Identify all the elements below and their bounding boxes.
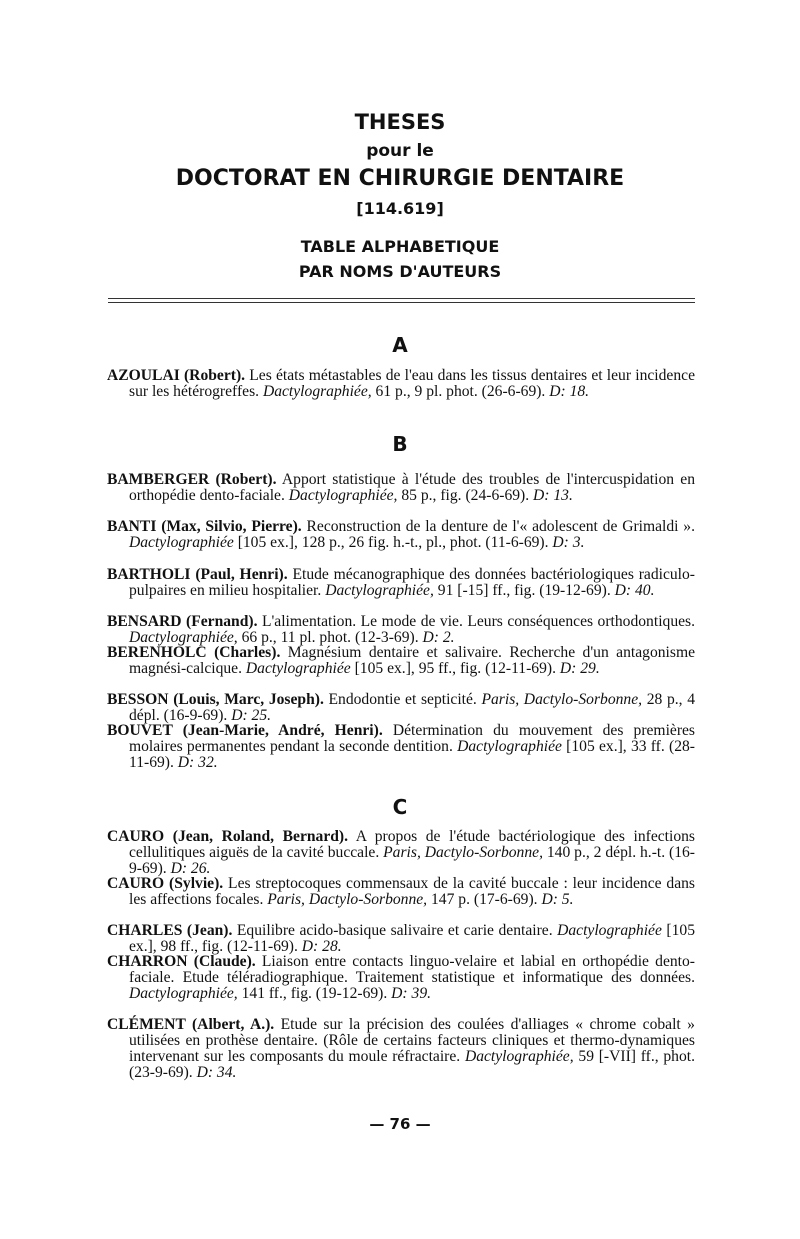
heading-doctorat: DOCTORAT EN CHIRURGIE DENTAIRE (175, 166, 625, 191)
entry-title: Etude sur la précision des coulées d'alliages « chrome cobalt » utilisées en prothèse dentaire. (Rôle de certains facteurs cliniques et thermo-dynamiques intervenant sur les composants du moule réfractaire. (129, 1016, 695, 1065)
entry-author: BARTHOLI (Paul, Henri). (107, 566, 288, 583)
bibliography-entry (107, 923, 695, 955)
entry-details: 61 p., 9 pl. phot. (26-6-69). (371, 382, 550, 400)
entry-dnumber: D: 34. (196, 1063, 237, 1081)
entry-title: Equilibre acido-basique salivaire et carie dentaire. (232, 922, 558, 939)
bibliography-entry (107, 614, 695, 646)
entry-details: 85 p., fig. (24-6-69). (397, 486, 534, 504)
bibliography-entry (107, 645, 695, 677)
heading-pour-le: pour le (366, 141, 434, 161)
entry-author: CHARRON (Claude). (107, 953, 256, 970)
entry-dnumber: D: 40. (614, 581, 655, 599)
entry-title: Liaison entre contacts linguo-velaire et labial en orthopédie dento-faciale. Etude téléradiographique. Traitement statistique et informatique des données. (129, 953, 695, 986)
entry-details: [105 ex.], 33 ff. (28-11-69). (129, 737, 695, 771)
entry-author: BENSARD (Fernand). (107, 613, 258, 630)
entry-publisher: Dactylographiée, (129, 984, 238, 1002)
bibliography-entry (107, 1017, 695, 1081)
entry-details: [105 ex.], 98 ff., fig. (12-11-69). (129, 922, 696, 955)
entry-publisher: Dactylographiée, (129, 628, 238, 646)
entry-title: Reconstruction de la denture de l'« adolescent de Grimaldi ». (301, 518, 695, 535)
entry-publisher: Dactylographiée (457, 737, 562, 755)
entry-details: 140 p., 2 dépl. h.-t. (16-9-69). (129, 843, 696, 877)
entry-dnumber: D: 3. (552, 533, 585, 551)
entry-publisher: Dactylographiée (557, 922, 662, 939)
entry-publisher: Dactylographiée, (464, 1047, 574, 1065)
entry-dnumber: D: 2. (422, 628, 455, 646)
bibliography-entry (107, 519, 695, 551)
entry-title: A propos de l'étude bactériologique des infections cellulitiques aiguës de la cavité buccale. (129, 828, 695, 861)
entry-details: [105 ex.], 128 p., 26 fig. h.-t., pl., phot. (11-6-69). (233, 533, 553, 551)
entry-details: 147 p. (17-6-69). (427, 890, 542, 908)
bibliography-entry (107, 368, 695, 400)
bibliography-entry (107, 876, 695, 908)
entry-title: Les états métastables de l'eau dans les tissus dentaires et leur incidence sur les hétérogreffes. (129, 367, 695, 400)
page-number: — 76 — (369, 1115, 431, 1133)
entry-author: BAMBERGER (Robert). (107, 471, 277, 488)
entry-publisher: Dactylographiée, (288, 486, 398, 504)
entry-author: BERENHOLC (Charles). (107, 644, 281, 661)
bibliography-entry (107, 567, 695, 599)
entry-title: Etude mécanographique des données bactériologiques radiculo-pulpaires en milieu hospitalier. (129, 566, 695, 599)
entry-author: CAURO (Sylvie). (107, 875, 224, 892)
entry-details: [105 ex.], 95 ff., fig. (12-11-69). (350, 659, 560, 677)
entry-publisher: Paris, Dactylo-Sorbonne, (383, 843, 543, 861)
entry-dnumber: D: 5. (541, 890, 574, 908)
entry-dnumber: D: 39. (391, 984, 432, 1002)
entry-title: Endodontie et septicité. (323, 691, 482, 708)
entry-dnumber: D: 29. (559, 659, 600, 677)
entry-author: CHARLES (Jean). (107, 922, 233, 939)
entry-dnumber: D: 25. (231, 706, 272, 724)
entry-author: CAURO (Jean, Roland, Bernard). (107, 828, 349, 845)
heading-theses: THESES (354, 110, 446, 134)
entry-details: 28 p., 4 dépl. (16-9-69). (129, 691, 695, 724)
entry-title: Détermination du mouvement des premières molaires permanentes pendant la seconde dentition. (129, 722, 696, 755)
entry-title: L'alimentation. Le mode de vie. Leurs conséquences orthodontiques. (257, 613, 696, 630)
heading-reference-number: [114.619] (356, 199, 444, 218)
entry-publisher: Dactylographiée (245, 659, 351, 677)
section-letter-b: B (392, 432, 408, 456)
entry-author: CLÉMENT (Albert, A.). (107, 1016, 275, 1033)
entry-publisher: Paris, Dactylo-Sorbonne, (481, 691, 643, 708)
entry-title: Les streptocoques commensaux de la cavité buccale : leur incidence dans les affections focales. (129, 875, 695, 908)
entry-author: BESSON (Louis, Marc, Joseph). (107, 691, 324, 708)
heading-par-noms: PAR NOMS D'AUTEURS (298, 262, 502, 281)
bibliography-entry (107, 472, 695, 504)
bibliography-entry (107, 723, 695, 771)
entry-title: Apport statistique à l'étude des troubles de l'intercuspidation en orthopédie dento-faciale. (129, 471, 695, 504)
section-letter-c: C (392, 795, 408, 819)
entry-author: BANTI (Max, Silvio, Pierre). (107, 518, 302, 535)
entry-title: Magnésium dentaire et salivaire. Recherche d'un antagonisme magnési-calcique. (129, 644, 695, 677)
bibliography-entry (107, 829, 695, 877)
entry-details: 141 ff., fig. (19-12-69). (237, 984, 392, 1002)
divider-rule (108, 302, 695, 303)
entry-author: AZOULAI (Robert). (107, 367, 246, 384)
entry-publisher: Paris, Dactylo-Sorbonne, (267, 890, 428, 908)
divider-rule (108, 298, 695, 299)
section-letter-a: A (392, 333, 408, 357)
entry-details: 59 [-VII] ff., phot. (23-9-69). (129, 1047, 695, 1081)
entry-publisher: Dactylographiée (129, 533, 234, 551)
bibliography-entry (107, 692, 695, 724)
entry-dnumber: D: 13. (533, 486, 573, 504)
entry-publisher: Dactylographiée, (325, 581, 434, 599)
heading-table-alphabetique: TABLE ALPHABETIQUE (300, 237, 500, 256)
entry-dnumber: D: 32. (177, 753, 218, 771)
entry-dnumber: D: 28. (301, 937, 342, 955)
entry-details: 66 p., 11 pl. phot. (12-3-69). (237, 628, 423, 646)
entry-dnumber: D: 26. (170, 859, 211, 877)
entry-dnumber: D: 18. (549, 382, 590, 400)
entry-details: 91 [-15] ff., fig. (19-12-69). (433, 581, 615, 599)
entry-author: BOUVET (Jean-Marie, André, Henri). (107, 722, 383, 739)
entry-publisher: Dactylographiée, (262, 382, 372, 400)
bibliography-entry (107, 954, 695, 1002)
